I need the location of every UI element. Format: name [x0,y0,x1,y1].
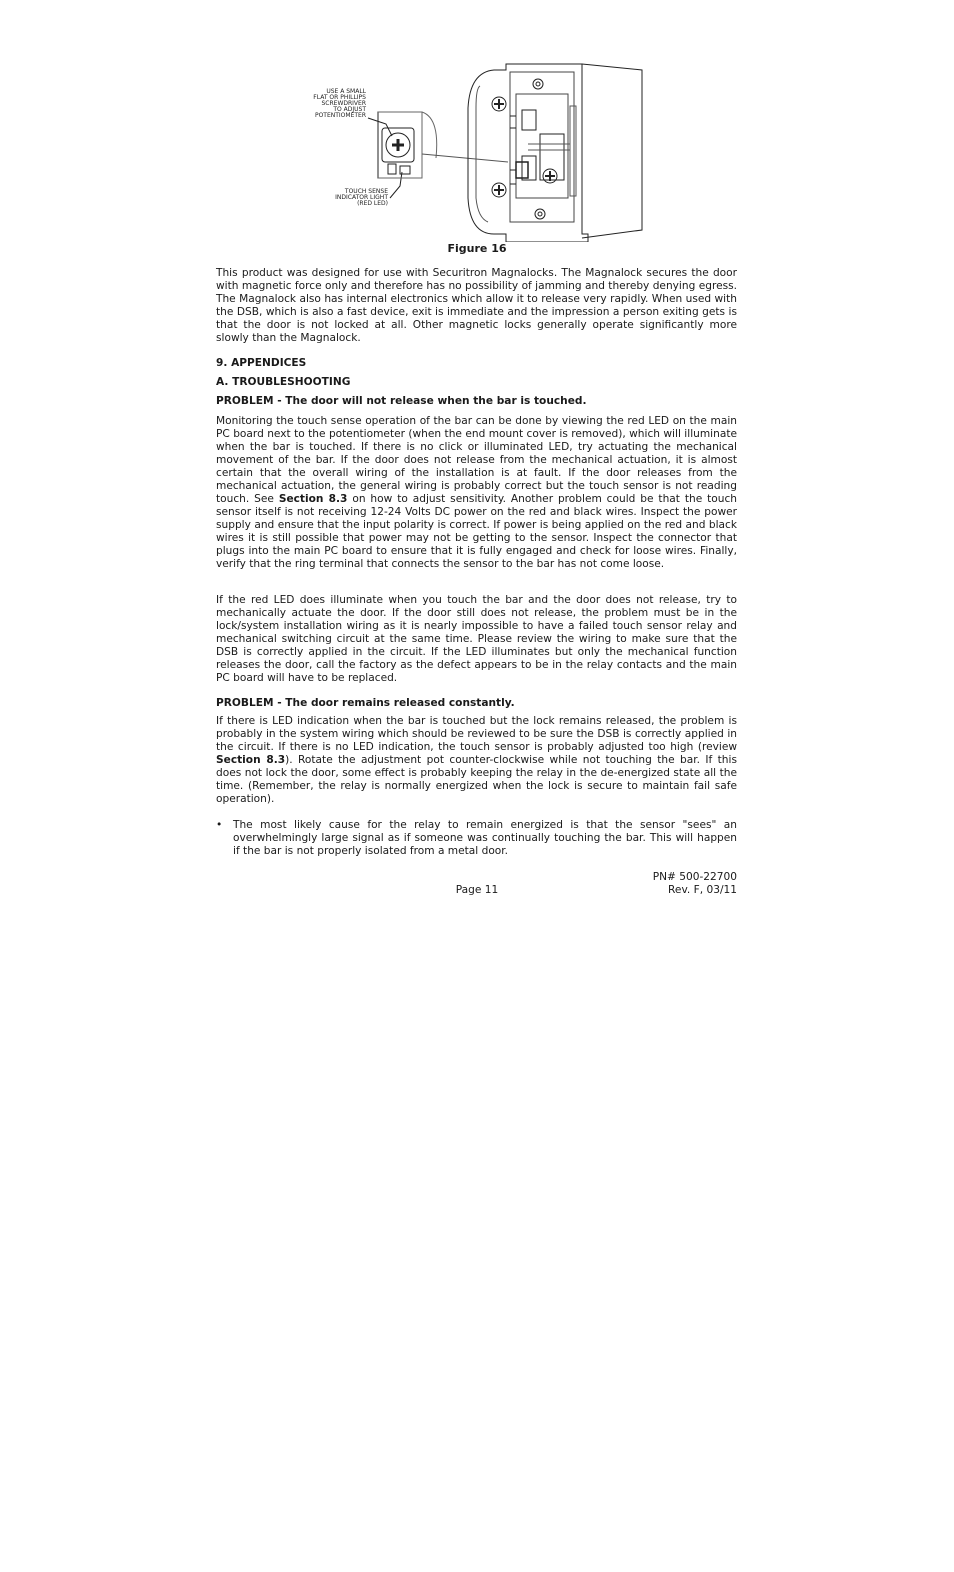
problem-1-paragraph-2: If the red LED does illuminate when you touch the bar and the door does not release, try to mechanically actuate the door. If the door still does not release, the problem must be in the lock/system installation wiring as it is nearly impossible to have a failed touch sensor relay and mechanical switching circuit at the same time. Please review the wiring to make sure that the DSB is correctly applied in the circuit. If the LED illuminates but only the mechanical function releases the door, call the factory as the defect appears to be in the relay contacts and the main PC board will have to be replaced. [216,594,737,684]
footer-revision: Rev. F, 03/11 [668,884,737,896]
callout-screwdriver-line-4: TO ADJUST [333,106,366,113]
problem-1-heading: PROBLEM - The door will not release when the bar is touched. [216,395,587,407]
callout-led-line-3: (RED LED) [357,200,388,207]
problem-1-paragraph-1-part-b: on how to adjust sensitivity. Another problem could be that the touch sensor itself is not receiving 12-24 Volts DC power on the red and black wires. Inspect the power supply and ensure that the input polarity is correct. If power is being applied on the red and black wires it is still possible that power may not be getting to the sensor. Inspect the connector that plugs into the main PC board to ensure that it is fully engaged and check for loose wires. Finally, verify that the ring terminal that connects the sensor to the bar has not come loose. [216,493,737,570]
problem-2-heading: PROBLEM - The door remains released constantly. [216,697,515,709]
problem-2-paragraph-part-a: If there is LED indication when the bar is touched but the lock remains released, the problem is probably in the system wiring which should be reviewed to be sure the DSB is correctly applied in the circuit. If there is no LED indication, the touch sensor is probably adjusted too high (review [216,715,737,753]
callout-led-line-1: TOUCH SENSE [344,188,388,195]
problem-1-paragraph-1 [216,415,737,571]
callout-screwdriver-line-2: FLAT OR PHILLIPS [313,94,366,101]
footer-part-number: PN# 500-22700 [652,871,737,883]
figure-16-drawing [300,58,650,242]
callout-screwdriver-line-3: SCREWDRIVER [321,100,366,107]
section-heading: 9. APPENDICES [216,357,307,369]
section-8-3-reference: Section 8.3 [278,493,348,505]
problem-1-paragraph-1-part-a: Monitoring the touch sense operation of the bar can be done by viewing the red LED on the main PC board next to the potentiometer (when the end mount cover is removed), which will illuminate when the bar is touched. If there is no click or illuminated LED, try actuating the mechanical movement of the bar. If the door does not release from the mechanical actuation, it is almost certain that the overall wiring of the installation is at fault. If the door releases from the mechanical actuation, the general wiring is probably correct but the touch sensor is not reading touch. See [216,415,737,505]
bullet-item [216,819,737,858]
section-8-3-reference: Section 8.3 [216,754,286,766]
problem-2-paragraph [216,715,737,806]
intro-paragraph: This product was designed for use with Securitron Magnalocks. The Magnalock secures the door with magnetic force only and therefore has no possibility of jamming and thereby denying egress. The Magnalock also has internal electronics which allow it to release very rapidly. When used with the DSB, which is also a fast device, exit is immediate and the impression a person exiting gets is that the door is not locked at all. Other magnetic locks generally operate significantly more slowly than the Magnalock. [216,267,737,344]
callout-led-line-2: INDICATOR LIGHT [335,194,388,201]
bullet-symbol: • [216,819,223,831]
footer-page-number: Page 11 [455,884,499,896]
subsection-heading: A. TROUBLESHOOTING [216,376,351,388]
callout-screwdriver-line-5: POTENTIOMETER [314,112,366,119]
problem-2-paragraph-part-b: ). Rotate the adjustment pot counter-clockwise while not touching the bar. If this does not lock the door, some effect is probably keeping the relay in the de-energized state all the time. (Remember, the relay is normally energized when the lock is secure to maintain fail safe operation). [216,754,737,805]
bullet-text: The most likely cause for the relay to remain energized is that the sensor "sees" an overwhelmingly large signal as if someone was continually touching the bar. This will happen if the bar is not properly isolated from a metal door. [233,819,737,857]
callout-screwdriver-line-1: USE A SMALL [326,88,366,95]
figure-caption: Figure 16 [447,242,507,255]
